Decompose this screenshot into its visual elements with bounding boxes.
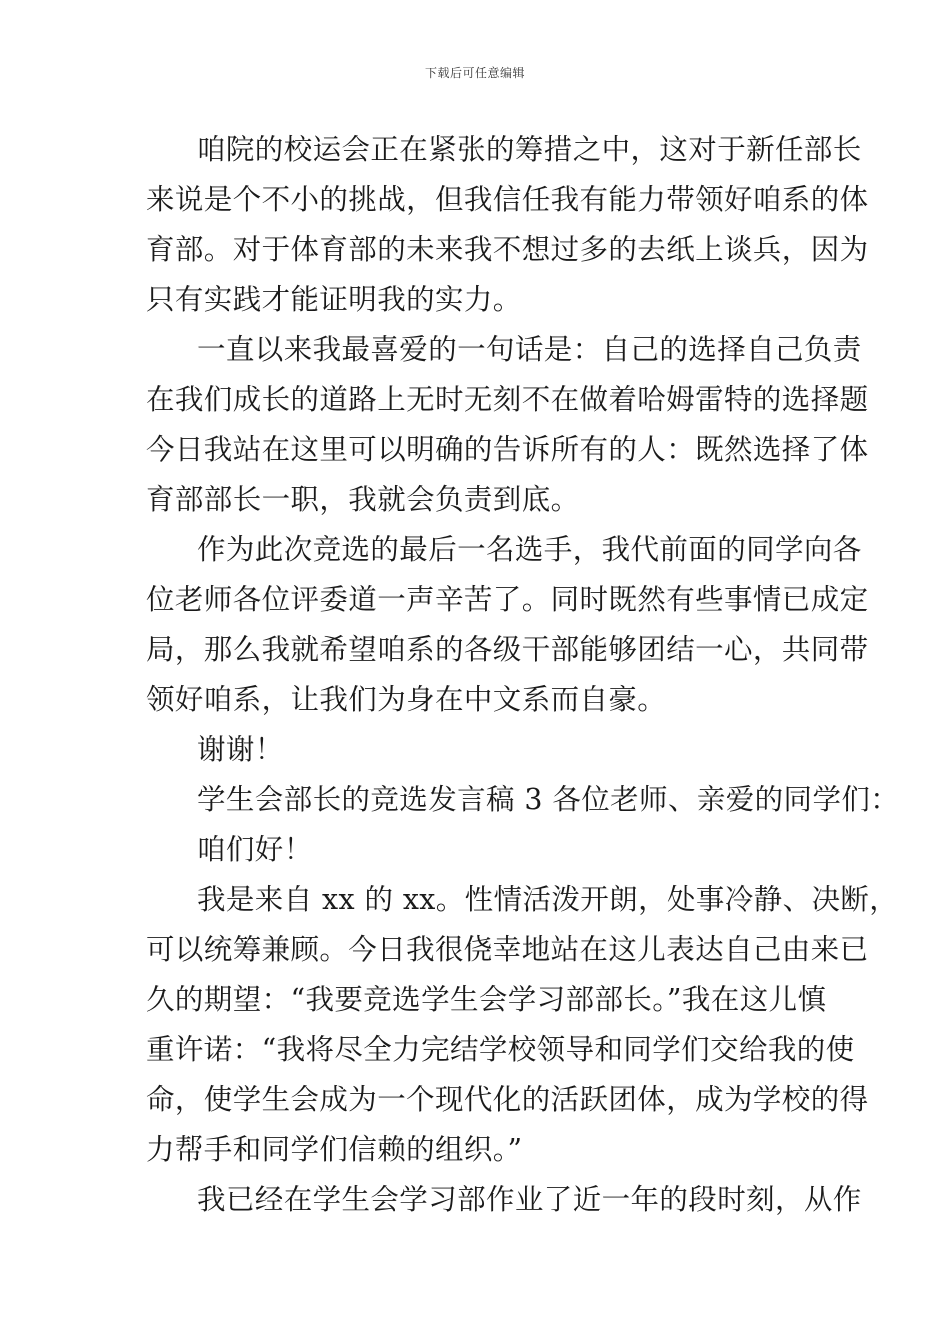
text-line: 作为此次竞选的最后一名选手，我代前面的同学向各: [197, 533, 862, 566]
text-line: 力帮手和同学们信赖的组织。”: [146, 1133, 523, 1166]
text-line: 咱们好！: [197, 833, 313, 866]
text-line: 领好咱系，让我们为身在中文系而自豪。: [146, 683, 667, 716]
text-line: 今日我站在这里可以明确的告诉所有的人：既然选择了体: [146, 433, 869, 466]
text-line: 命，使学生会成为一个现代化的活跃团体，成为学校的得: [146, 1083, 869, 1116]
text-line: 我已经在学生会学习部作业了近一年的段时刻，从作: [197, 1183, 862, 1216]
text-line: 谢谢！: [197, 733, 284, 766]
text-line: 位老师各位评委道一声辛苦了。同时既然有些事情已成定: [146, 583, 869, 616]
text-line: 在我们成长的道路上无时无刻不在做着哈姆雷特的选择题: [146, 383, 869, 416]
text-line: 重许诺：“我将尽全力完结学校领导和同学们交给我的使: [146, 1033, 855, 1066]
text-line: 我是来自 xx 的 xx。性情活泼开朗，处事冷静、决断，: [197, 883, 899, 916]
text-line: 一直以来我最喜爱的一句话是：自己的选择自己负责: [197, 333, 862, 366]
text-line: 学生会部长的竞选发言稿 3 各位老师、亲爱的同学们：: [197, 783, 900, 816]
text-line: 久的期望：“我要竞选学生会学习部部长。”我在这儿慎: [146, 983, 827, 1016]
text-line: 只有实践才能证明我的实力。: [146, 283, 522, 316]
page-header: 下载后可任意编辑: [424, 66, 525, 80]
text-line: 来说是个不小的挑战，但我信任我有能力带领好咱系的体: [146, 183, 869, 216]
text-line: 育部。对于体育部的未来我不想过多的去纸上谈兵，因为: [146, 233, 869, 266]
text-line: 咱院的校运会正在紧张的筹措之中，这对于新任部长: [197, 133, 862, 166]
text-line: 育部部长一职，我就会负责到底。: [146, 483, 580, 516]
text-line: 可以统筹兼顾。今日我很侥幸地站在这儿表达自己由来已: [146, 933, 869, 966]
text-line: 局，那么我就希望咱系的各级干部能够团结一心，共同带: [146, 633, 869, 666]
